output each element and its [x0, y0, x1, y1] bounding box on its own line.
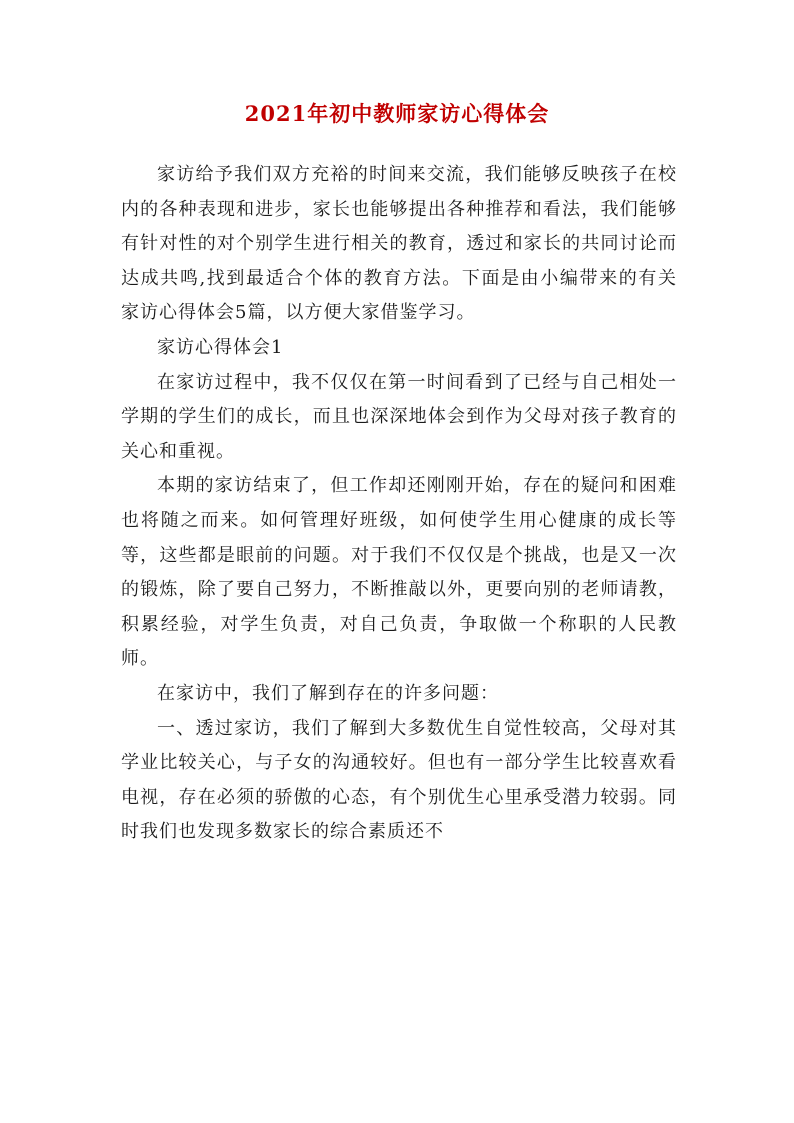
section-heading: 家访心得体会1	[157, 336, 284, 358]
document-body	[121, 158, 677, 850]
intro-paragraph: 家访给予我们双方充裕的时间来交流，我们能够反映孩子在校内的各种表现和进步，家长也能够提出各种推荐和看法，我们能够有针对性的对个别学生进行相关的教育，透过和家长的共同讨论而达成共鸣,找到最适合个体的教育方法。下面是由小编带来的有关家访心得体会5篇，以方便大家借鉴学习。	[121, 164, 677, 324]
document-title: 2021年初中教师家访心得体会	[244, 101, 550, 126]
body-paragraph: 本期的家访结束了，但工作却还刚刚开始，存在的疑问和困难也将随之而来。如何管理好班级，如何使学生用心健康的成长等等，这些都是眼前的问题。对于我们不仅仅是个挑战，也是又一次的锻炼，除了要自己努力，不断推敲以外，更要向别的老师请教，积累经验，对学生负责，对自己负责，争取做一个称职的人民教师。	[121, 475, 677, 670]
body-paragraph: 一、透过家访，我们了解到大多数优生自觉性较高，父母对其学业比较关心，与子女的沟通较好。但也有一部分学生比较喜欢看电视，存在必须的骄傲的心态，有个别优生心里承受潜力较弱。同时我们也发现多数家长的综合素质还不	[121, 717, 677, 843]
body-paragraph: 在家访过程中，我不仅仅在第一时间看到了已经与自己相处一学期的学生们的成长，而且也深深地体会到作为父母对孩子教育的关心和重视。	[121, 371, 677, 462]
body-paragraph: 在家访中，我们了解到存在的许多问题：	[157, 682, 499, 704]
